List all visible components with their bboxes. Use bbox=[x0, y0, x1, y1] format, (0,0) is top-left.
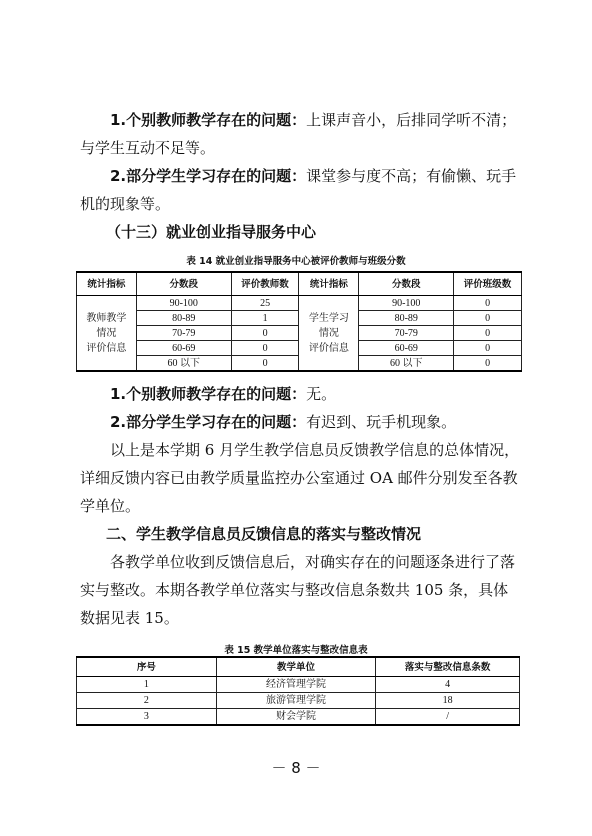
unit-cell: 财会学院 bbox=[216, 709, 376, 726]
table-header-cell: 分数段 bbox=[136, 272, 231, 296]
score-segment-cell: 70-79 bbox=[359, 326, 454, 341]
paragraph-text: 上课声音小，后排同学听不清；与学生互动不足等。 bbox=[80, 111, 517, 157]
paragraph-teacher-issues-1 bbox=[80, 106, 520, 162]
table-14 bbox=[76, 271, 522, 372]
paragraph-student-issues-2 bbox=[80, 408, 520, 436]
category-line: 学生学习 bbox=[308, 312, 349, 324]
paragraph-text: 无。 bbox=[306, 385, 337, 403]
teacher-count-cell: 0 bbox=[231, 341, 299, 356]
class-count-cell: 0 bbox=[454, 296, 522, 311]
table-header-cell: 落实与整改信息条数 bbox=[376, 657, 520, 677]
score-segment-cell: 90-100 bbox=[359, 296, 454, 311]
score-segment-cell: 90-100 bbox=[136, 296, 231, 311]
table-header-cell: 统计指标 bbox=[299, 272, 359, 296]
category-line: 情况 bbox=[318, 327, 339, 339]
count-cell: 4 bbox=[376, 677, 520, 693]
paragraph-label: 2.部分学生学习存在的问题： bbox=[110, 167, 307, 185]
paragraph-student-issues-1 bbox=[80, 162, 520, 218]
category-line: 评价信息 bbox=[308, 342, 349, 354]
table-row bbox=[77, 296, 522, 311]
count-cell: 18 bbox=[376, 693, 520, 709]
class-count-cell: 0 bbox=[454, 341, 522, 356]
score-segment-cell: 80-89 bbox=[136, 311, 231, 326]
section-heading-2: 二、学生教学信息员反馈信息的落实与整改情况 bbox=[106, 525, 422, 543]
paragraph-label: 1.个别教师教学存在的问题： bbox=[110, 111, 307, 129]
count-cell: / bbox=[376, 709, 520, 726]
table-14-caption: 表 14 就业创业指导服务中心被评价教师与班级分数 bbox=[186, 256, 406, 267]
category-cell-teacher bbox=[77, 296, 137, 372]
row-number-cell: 3 bbox=[77, 709, 217, 726]
paragraph-label: 2.部分学生学习存在的问题： bbox=[110, 413, 307, 431]
page-number: － 8 － bbox=[271, 759, 321, 777]
table-header-cell: 评价教师数 bbox=[231, 272, 299, 296]
row-number-cell: 2 bbox=[77, 693, 217, 709]
score-segment-cell: 60 以下 bbox=[359, 356, 454, 372]
table-15 bbox=[76, 656, 520, 726]
table-row bbox=[77, 677, 520, 693]
paragraph-rectification: 各教学单位收到反馈信息后，对确实存在的问题逐条进行了落实与整改。本期各教学单位落实与整改信息条数共 105 条，具体数据见表 15。 bbox=[80, 553, 516, 627]
table-header-cell: 序号 bbox=[77, 657, 217, 677]
score-segment-cell: 70-79 bbox=[136, 326, 231, 341]
class-count-cell: 0 bbox=[454, 356, 522, 372]
class-count-cell: 0 bbox=[454, 311, 522, 326]
category-line: 教师教学 bbox=[86, 312, 127, 324]
paragraph-text: 课堂参与度不高；有偷懒、玩手机的现象等。 bbox=[80, 167, 517, 213]
score-segment-cell: 60-69 bbox=[359, 341, 454, 356]
category-cell-student bbox=[299, 296, 359, 372]
table-header-row bbox=[77, 272, 522, 296]
table-header-row bbox=[77, 657, 520, 677]
row-number-cell: 1 bbox=[77, 677, 217, 693]
unit-cell: 旅游管理学院 bbox=[216, 693, 376, 709]
paragraph-summary: 以上是本学期 6 月学生教学信息员反馈教学信息的总体情况，详细反馈内容已由教学质量监控办公室通过 OA 邮件分别发至各教学单位。 bbox=[80, 441, 520, 515]
class-count-cell: 0 bbox=[454, 326, 522, 341]
paragraph-teacher-issues-2 bbox=[80, 380, 520, 408]
teacher-count-cell: 1 bbox=[231, 311, 299, 326]
category-line: 情况 bbox=[96, 327, 117, 339]
unit-cell: 经济管理学院 bbox=[216, 677, 376, 693]
category-line: 评价信息 bbox=[86, 342, 127, 354]
paragraph-label: 1.个别教师教学存在的问题： bbox=[110, 385, 307, 403]
table-header-cell: 分数段 bbox=[359, 272, 454, 296]
table-header-cell: 教学单位 bbox=[216, 657, 376, 677]
teacher-count-cell: 25 bbox=[231, 296, 299, 311]
table-header-cell: 评价班级数 bbox=[454, 272, 522, 296]
score-segment-cell: 60-69 bbox=[136, 341, 231, 356]
table-15-caption: 表 15 教学单位落实与整改信息表 bbox=[224, 645, 368, 656]
table-row bbox=[77, 709, 520, 726]
teacher-count-cell: 0 bbox=[231, 356, 299, 372]
score-segment-cell: 60 以下 bbox=[136, 356, 231, 372]
table-header-cell: 统计指标 bbox=[77, 272, 137, 296]
teacher-count-cell: 0 bbox=[231, 326, 299, 341]
section-heading-13: （十三）就业创业指导服务中心 bbox=[106, 223, 317, 241]
table-row bbox=[77, 693, 520, 709]
score-segment-cell: 80-89 bbox=[359, 311, 454, 326]
paragraph-text: 有迟到、玩手机现象。 bbox=[306, 413, 457, 431]
